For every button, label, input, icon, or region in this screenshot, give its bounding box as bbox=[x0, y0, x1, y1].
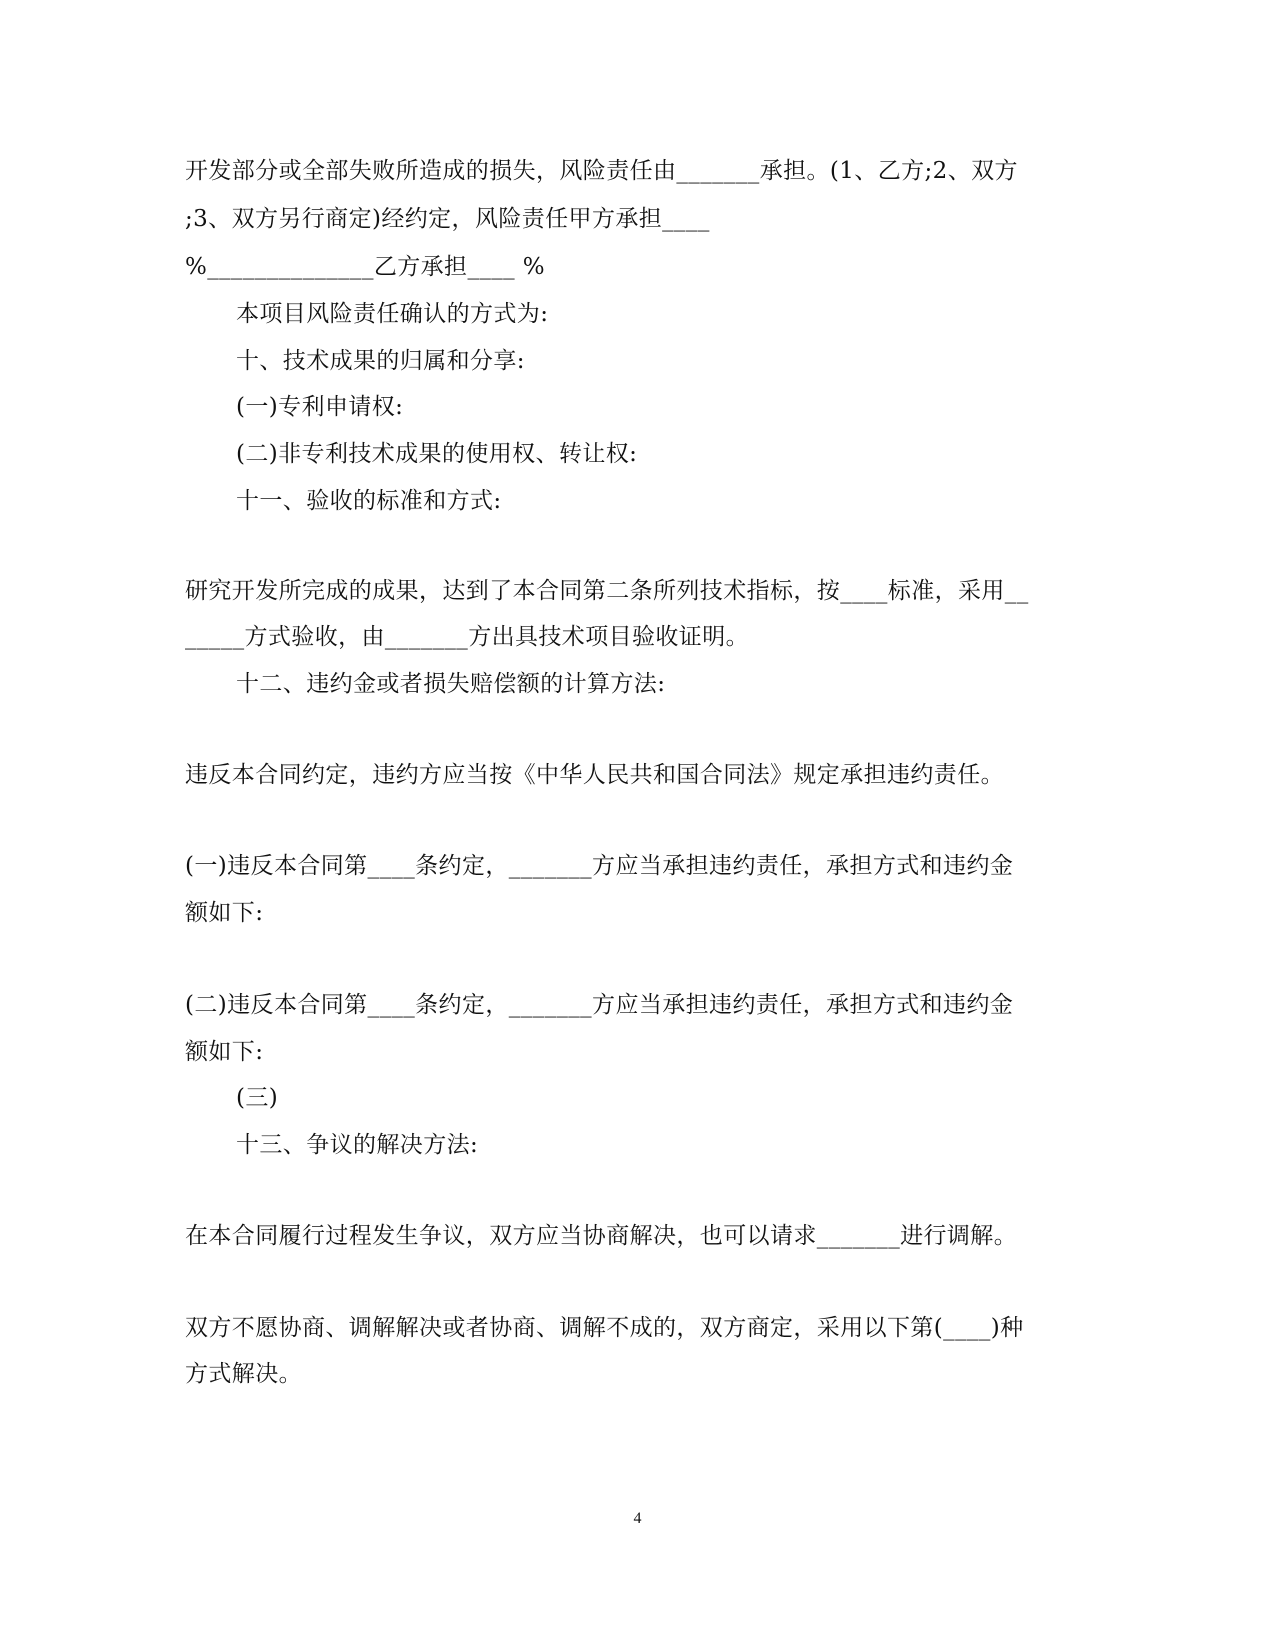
text-line: %______________乙方承担____ % bbox=[185, 254, 546, 280]
section-heading: 十一、验收的标准和方式: bbox=[236, 488, 502, 514]
text-line: (一)专利申请权: bbox=[236, 394, 404, 420]
section-heading: 十、技术成果的归属和分享: bbox=[236, 348, 525, 374]
text-line: 本项目风险责任确认的方式为: bbox=[236, 301, 549, 327]
section-heading: 十三、争议的解决方法: bbox=[236, 1132, 479, 1158]
text-line: 开发部分或全部失败所造成的损失，风险责任由_______承担。(1、乙方;2、双方 bbox=[185, 158, 1018, 184]
text-line: _____方式验收，由_______方出具技术项目验收证明。 bbox=[185, 624, 749, 650]
text-line: 额如下: bbox=[185, 1039, 264, 1065]
text-line: 额如下: bbox=[185, 900, 264, 926]
section-heading: 十二、违约金或者损失赔偿额的计算方法: bbox=[236, 671, 666, 697]
text-line: 违反本合同约定，违约方应当按《中华人民共和国合同法》规定承担违约责任。 bbox=[185, 762, 1004, 788]
text-line: (二)违反本合同第____条约定，_______方应当承担违约责任，承担方式和违约金 bbox=[185, 992, 1014, 1018]
page-number: 4 bbox=[633, 1510, 642, 1527]
text-line: 研究开发所完成的成果，达到了本合同第二条所列技术指标，按____标准，采用__ bbox=[185, 578, 1029, 604]
text-line: ;3、双方另行商定)经约定，风险责任甲方承担____ bbox=[185, 206, 710, 232]
text-line: (一)违反本合同第____条约定，_______方应当承担违约责任，承担方式和违约金 bbox=[185, 853, 1014, 879]
text-line: 在本合同履行过程发生争议，双方应当协商解决，也可以请求_______进行调解。 bbox=[185, 1223, 1018, 1249]
text-line: (二)非专利技术成果的使用权、转让权: bbox=[236, 441, 638, 467]
text-line: 双方不愿协商、调解解决或者协商、调解不成的，双方商定，采用以下第(____)种 bbox=[185, 1315, 1024, 1341]
text-line: (三) bbox=[236, 1085, 279, 1111]
text-line: 方式解决。 bbox=[185, 1361, 302, 1387]
